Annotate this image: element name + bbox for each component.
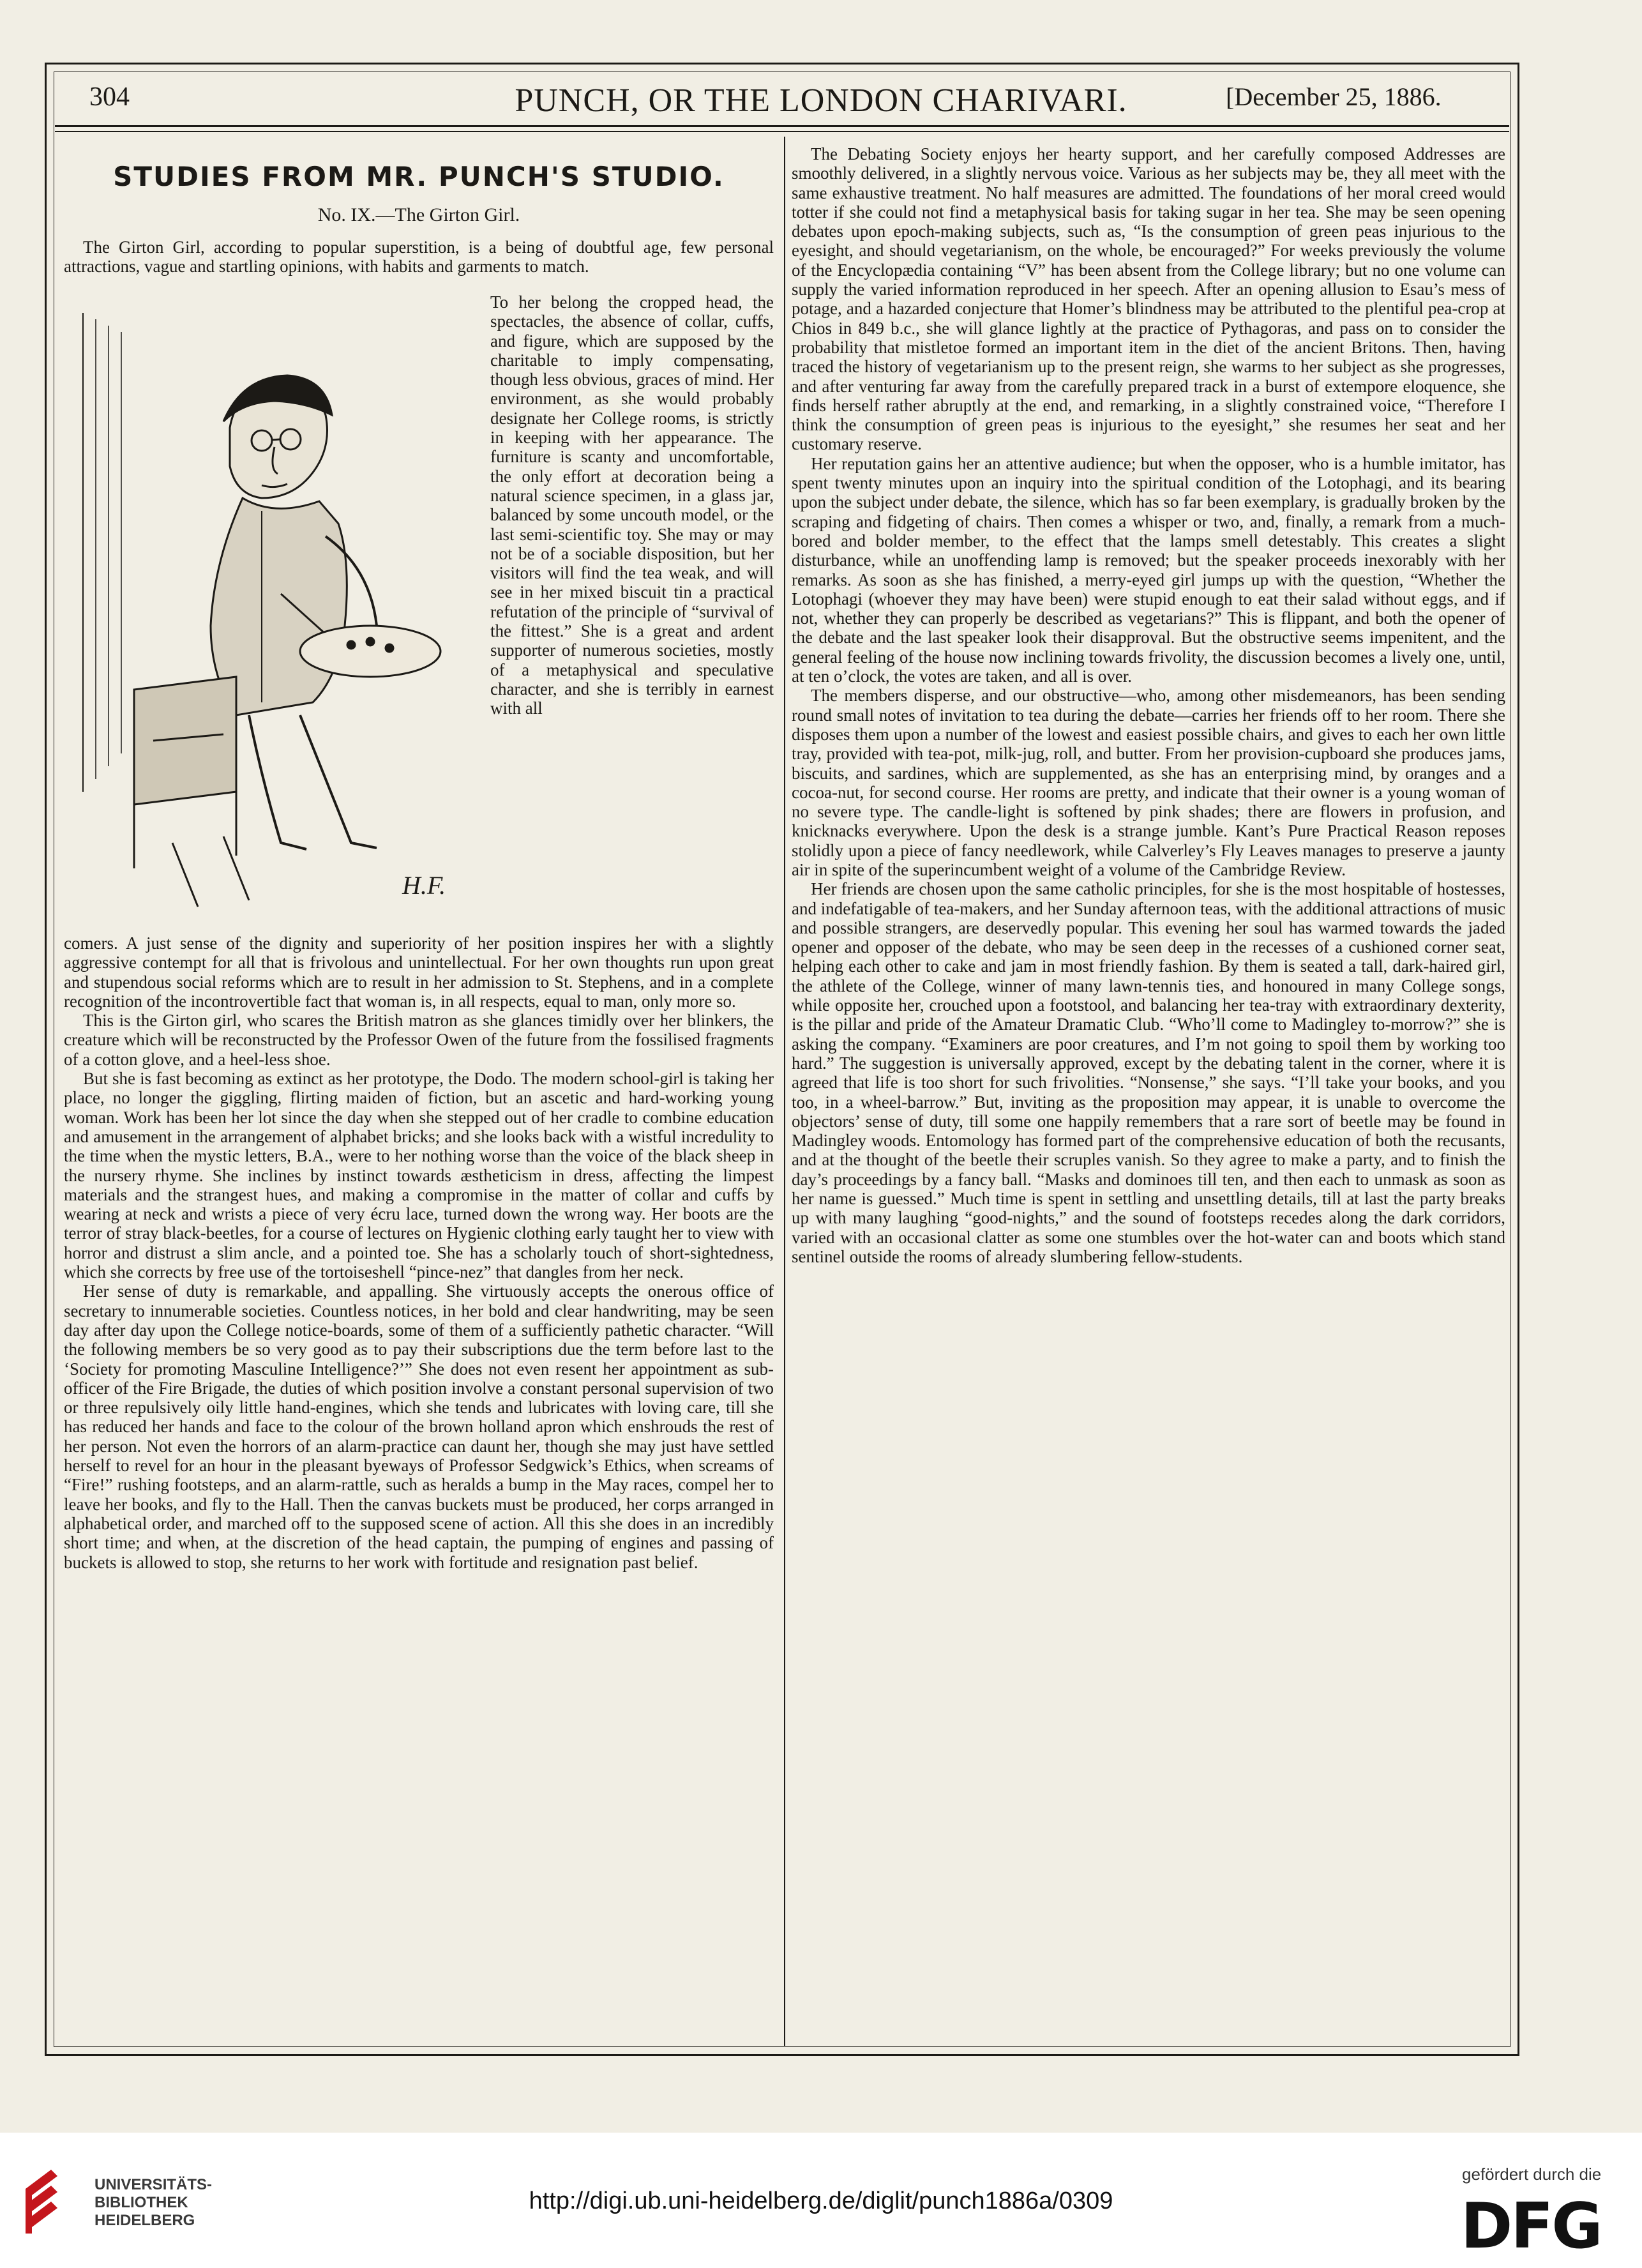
paragraph: Her sense of duty is remarkable, and appalling. She virtuously accepts the onerous office of secretary to innumerable societies. Countless notices, in her bold and clear handwriting, may be seen day after day upon the College notice-boards, some of them of a sufficiently pathetic character. “Will the following members be so very good as to pay their subscriptions due the term before last to the ‘Society for promoting Masculine Intelligence?’” She does not even resent her appointment as sub-officer of the Fire Brigade, the duties of which position involve a constant personal supervision of two or three repulsively oily little hand-engines, which she tends and lubricates with loving care, till she has reduced her hands and face to the colour of the brown holland apron which enshrouds the rest of her person. Not even the horrors of an alarm-practice can daunt her, though she may just have settled herself to revel for an hour in the pleasant byeways of Professor Sedgwick’s Ethics, when screams of “Fire!” rushing footsteps, and an alarm-rattle, such as heralds a bump in the May races, compel her to leave her books, and fly to the Hall. Then the canvas buckets must be produced, her corps arranged in alphabetical order, and marched off to the supposed scene of action. All this she does in an incredibly short time; and when, at the discretion of the head captain, the pumping of engines and passing of buckets is allowed to stop, she returns to her work with fortitude and resignation past belief.	[64, 1281, 774, 1572]
source-url-link[interactable]: http://digi.ub.uni-heidelberg.de/diglit/punch1886a/0309	[529, 2188, 1113, 2214]
dfg-logo: DFG	[1461, 2190, 1601, 2263]
paragraph: Her reputation gains her an attentive audience; but when the opposer, who is a humble imitator, has spent twenty minutes upon an inquiry into the spiritual condition of the Lotophagi, and its bearing upon the subject under debate, the silence, which has so far been exemplary, is gradually broken by the scraping and fidgeting of chairs. Then comes a whisper or two, and, finally, a remark from a much-bored and bolder member, to the effect that the lamps smell detestably. This creates a slight disturbance, while an unoffending lamp is removed; but the speaker proceeds inexorably with her remarks. As soon as she has finished, a merry-eyed girl jumps up with the question, “Whether the Lotophagi (whoever they may have been) were stupid enough to eat their salad without eggs, and if not, whether they can properly be described as vegetarians?” This is flippant, and both the opener of the debate and the last speaker look their disapproval. But the obstructive seems impenitent, and the general feeling of the house now inclining towards frivolity, the discussion becomes a lively one, until, at ten o’clock, the votes are taken, and all is over.	[792, 453, 1505, 686]
paragraph: The members disperse, and our obstructive—who, among other misdemeanors, has been sending round small notes of invitation to tea during the debate—carries her friends off to her room. There she disposes them upon a number of the lowest and easiest possible chairs, and gives to each her own little tray, provided with tea-pot, milk-jug, roll, and butter. From her provision-cupboard she produces jams, biscuits, and sardines, which are supplemented, as she has an enterprising mind, by oranges and a cocoa-nut, for second course. Her rooms are pretty, and indicate that their owner is a young woman of no severe type. The candle-light is softened by pink shades; there are flowers in profusion, and knicknacks everywhere. Upon the desk is a strange jumble. Kant’s Pure Practical Reason reposes stolidly upon a piece of fancy needlework, while Calverley’s Fly Leaves manages to preserve a jaunty air in spite of the superincumbent weight of a volume of the Cambridge Review.	[792, 686, 1505, 879]
article-heading: STUDIES FROM MR. PUNCH'S STUDIO.	[113, 161, 725, 192]
issue-date: [December 25, 1886.	[1226, 82, 1442, 111]
header-rule-thin	[55, 131, 1509, 132]
paragraph: The Debating Society enjoys her hearty support, and her carefully composed Addresses are smoothly delivered, in a slightly nervous voice. Various as her subjects may be, they all meet with the same exhaustive treatment. No half measures are admitted. The foundations of her moral creed would totter if she could not find a metaphysical basis for taking sugar in her tea. She may be seen opening debates upon epoch-making subjects, such as, “Is the consumption of green peas injurious to the eyesight, and should vegetarianism, on the whole, be encouraged?” For weeks previously the volume of the Encyclopædia containing “V” has been absent from the College library; but no one volume can supply the varied information reproduced in her speech. After an opening allusion to Esau’s mess of potage, and a hazarded conjecture that Homer’s blindness may be attributed to the plentiful pea-crop at Chios in 849 b.c., she will glance lightly at the practice of Pythagoras, and pass on to consider the probability that mistletoe formed an important item in the diet of the ancient Britons. Then, having traced the history of vegetarianism up to the present reign, she warms to her subject as she progresses, and after venturing far away from the carefully prepared track in a burst of extempore eloquence, she finds herself rather abruptly at the end, and remarking, in a slightly constrained voice, “Therefore I think the consumption of green peas is injurious to the eyesight,” she resumes her seat and her customary reserve.	[792, 144, 1505, 454]
girton-girl-illustration	[70, 294, 485, 932]
illustrator-signature: H.F.	[402, 871, 446, 900]
paragraph: Her friends are chosen upon the same catholic principles, for she is the most hospitable of hostesses, and indefatigable of tea-makers, and her Sunday afternoon teas, with the additional attractions of music and possible strangers, are deservedly popular. This evening her soul has warmed towards the jaded opener and opposer of the debate, who may be seen deep in the recesses of a cushioned corner seat, helping each other to cake and jam in most friendly fashion. By them is seated a tall, dark-haired girl, the athlete of the College, winner of many lawn-tennis ties, and honoured in many College songs, while opposite her, crouched upon a footstool, and balancing her tea-tray with extraordinary dexterity, is the pillar and pride of the Amateur Dramatic Club. “Who’ll come to Madingley to-morrow?” she is asking the company. “Examiners are poor creatures, and I’m not going to spoil them by working too hard.” The suggestion is universally approved, except by the debating talent in the corner, where it is agreed that life is too short for such frivolities. “Nonsense,” she says. “I’ll take your books, and you too, in a wheel-barrow.” But, inviting as the proposition may appear, it is unable to overcome the objectors’ sense of duty, till some one happily remembers that a rare sort of beetle may be found in Madingley woods. Entomology has formed part of the comprehensive education of both the recusants, and at the thought of the beetle their scruples vanish. So they agree to make a party, and to finish the day’s proceedings by a fancy ball. “Masks and dominoes till ten, and then each to unmask as soon as her name is guessed.” Much time is spent in settling and unsettling details, till at last the party breaks up with many laughing “good-nights,” and the sound of footsteps recedes along the dark corridors, varied with an occasional clatter as some one stumbles over the hot-water can and boots which stand sentinel outside the rooms of already slumbering fellow-students.	[792, 879, 1505, 1266]
page-number: 304	[89, 82, 130, 112]
right-column-body	[792, 144, 1505, 1266]
funding-label: gefördert durch die	[1462, 2165, 1602, 2184]
left-column-body	[64, 934, 774, 1572]
paragraph: comers. A just sense of the dignity and superiority of her position inspires her with a slightly aggressive contempt for all that is frivolous and unintellectual. For her own thoughts run upon great and stupendous social reforms which are to result in her admission to St. Stephens, and in a complete recognition of the incontrovertible fact that woman is, in all respects, equal to man, only more so.	[64, 934, 774, 1011]
paragraph: But she is fast becoming as extinct as her prototype, the Dodo. The modern school-girl is taking her place, no longer the giggling, flirting maiden of fiction, but an ascetic and hard-working young woman. Work has been her lot since the day when she stepped out of her cradle to combine education and amusement in the arrangement of alphabet bricks; and she looks back with a wistful incredulity to the time when the mystic letters, B.A., were to her nothing worse than the voice of the black sheep in the nursery rhyme. She inclines by instinct towards æstheticism in dress, affecting the limpest materials and the strangest hues, and making a compromise in the matter of collar and cuffs by wearing at neck and wrists a piece of very écru lace, turned down the wrong way. Her boots are the terror of stray black-beetles, for a course of lectures on Hygienic clothing early taught her to view with horror and distrust a slim ancle, and a pointed toe. She has a scholarly touch of short-sightedness, which she corrects by free use of the tortoiseshell “pince-nez” that dangles from her neck.	[64, 1069, 774, 1282]
column-divider	[784, 137, 785, 2046]
intro-paragraph: The Girton Girl, according to popular superstition, is a being of doubtful age, few personal attractions, vague and startling opinions, with habits and garments to match.	[64, 238, 774, 276]
library-name: UNIVERSITÄTS- BIBLIOTHEK HEIDELBERG	[94, 2176, 213, 2229]
wrapped-text-column: To her belong the cropped head, the spectacles, the absence of collar, cuffs, and figure, which are supposed by the charitable to imply compensating, though less obvious, graces of mind. Her environment, as she would probably designate her College rooms, is strictly in keeping with her appearance. The furniture is scanty and uncomfortable, the only effort at decoration being a natural science specimen, in a glass jar, balanced by some uncouth model, or the last semi-scientific toy. She may or may not be of a sociable disposition, but her visitors will find the tea weak, and will see in her mixed biscuit tin a practical refutation of the principle of “survival of the fittest.” She is a great and ardent supporter of numerous societies, mostly of a metaphysical and speculative character, and she is terribly in earnest with all	[490, 292, 774, 718]
masthead-title: PUNCH, OR THE LONDON CHARIVARI.	[515, 82, 1127, 119]
article-subheading: No. IX.—The Girton Girl.	[317, 204, 520, 225]
header-rule-thick	[55, 125, 1509, 127]
paragraph: This is the Girton girl, who scares the British matron as she glances timidly over her blinkers, the creature which will be reconstructed by the Professor Owen of the future from the fossilised fragments of a cotton glove, and a heel-less shoe.	[64, 1011, 774, 1069]
